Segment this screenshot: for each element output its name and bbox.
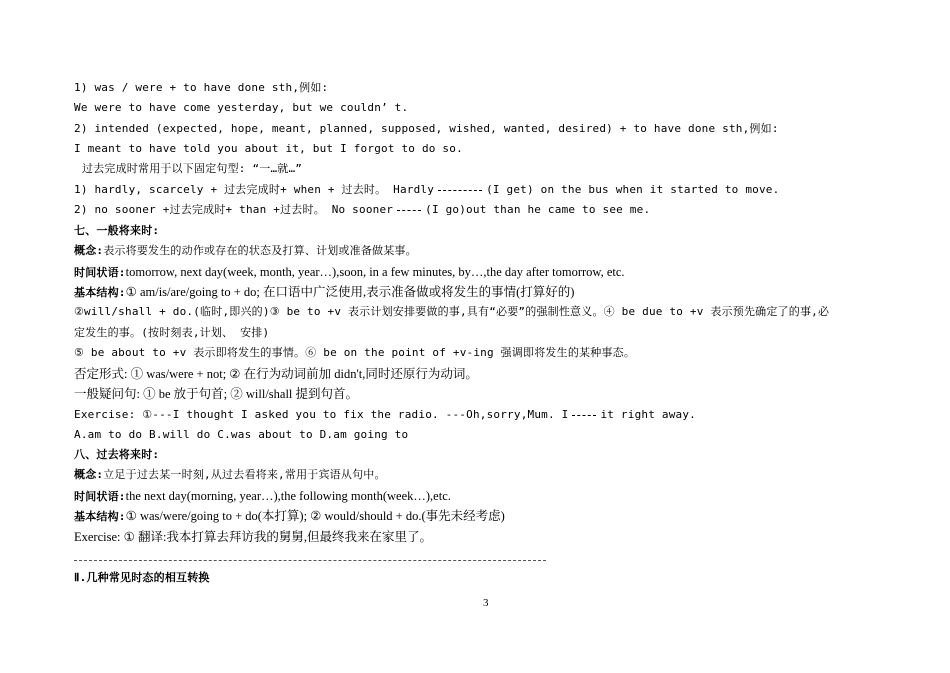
fill-in-blank [572,414,596,416]
text-line: Exercise: ① 翻译:我本打算去拜访我的舅舅,但最终我来在家里了。 [74,530,433,544]
text-line: 定发生的事。(按时刻表,计划、 安排) [74,326,270,339]
label-text: 立足于过去某一时刻,从过去看将来,常用于宾语从句中。 [103,468,386,481]
text-line [74,202,650,218]
text-line [74,467,386,483]
sentence-part: Exercise: ①---I thought I asked you to fix the radio. ---Oh,sorry,Mum. I [74,408,569,421]
text-line: We were to have come yesterday, but we couldn’ t. [74,101,409,114]
sentence-part: (I get) on the bus when it started to move. [486,183,780,196]
text-line [74,488,451,505]
sentence-part: it right away. [600,408,696,421]
text-line [74,284,574,301]
section-heading: 八、过去将来时: [74,448,160,461]
text-line: 过去完成时常用于以下固定句型: “一…就…” [82,162,303,175]
fill-in-blank [397,209,421,211]
label: 概念: [74,468,104,481]
text-line [74,243,417,259]
label-text: tomorrow, next day(week, month, year…),soon, in a few minutes, by…,the day after tomorrow, etc. [125,265,625,279]
section-heading: Ⅱ.几种常见时态的相互转换 [74,571,210,584]
text-line: ⑤ be about to +v 表示即将发生的事情。⑥ be on the point of +v-ing 强调即将发生的某种事态。 [74,346,636,359]
label-text: the next day(morning, year…),the following month(week…),etc. [125,489,451,503]
sentence-part: 2) no sooner +过去完成时+ than +过去时。 No sooner [74,203,394,216]
text-line: 1) was / were + to have done sth,例如: [74,81,329,94]
sentence-part: (I go)out than he came to see me. [425,203,651,216]
label: 基本结构: [74,286,126,299]
text-line: 一般疑问句: ① be 放于句首; ② will/shall 提到句首。 [74,387,359,401]
sentence-part: 1) hardly, scarcely + 过去完成时+ when + 过去时。 Hardly [74,183,435,196]
label-text: ① am/is/are/going to + do; 在口语中广泛使用,表示准备做或将发生的事情(打算好的) [125,285,575,299]
label-text: ① was/were/going to + do(本打算); ② would/should + do.(事先未经考虑) [125,509,505,523]
text-line: 2) intended (expected, hope, meant, planned, supposed, wished, wanted, desired) + to have done sth,例如: [74,122,779,135]
label: 基本结构: [74,510,126,523]
text-line: I meant to have told you about it, but I forgot to do so. [74,142,463,155]
text-line: ②will/shall + do.(临时,即兴的)③ be to +v 表示计划安排要做的事,具有“必要”的强制性意义。④ be due to +v 表示预先确定了的事,必 [74,305,830,318]
dashed-divider [74,560,546,561]
text-line [74,264,625,281]
text-line [74,406,696,423]
text-line: 否定形式: ① was/were + not; ② 在行为动词前加 didn't,同时还原行为动词。 [74,367,478,381]
text-line [74,508,505,525]
page-number: 3 [483,597,489,609]
answer-options: A.am to do B.will do C.was about to D.am going to [74,428,409,441]
label-text: 表示将要发生的动作或存在的状态及打算、计划或准备做某事。 [103,244,417,257]
label: 时间状语: [74,490,126,503]
label: 时间状语: [74,266,126,279]
fill-in-blank [438,189,482,191]
label: 概念: [74,244,104,257]
section-heading: 七、一般将来时: [74,224,160,237]
text-line [74,182,779,198]
